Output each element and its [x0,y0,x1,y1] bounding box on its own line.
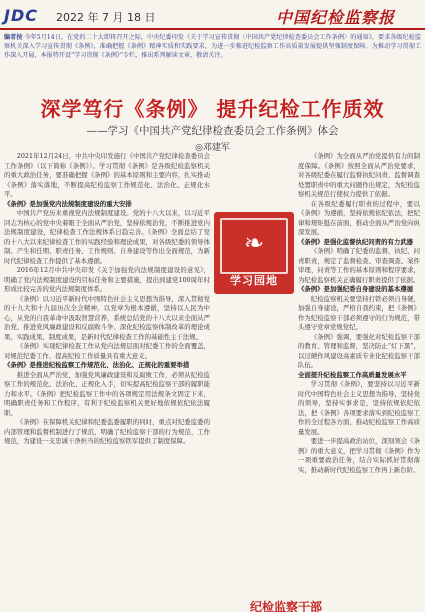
section-heading: 《条例》是强化监督执纪问责的有力武器 [298,237,414,246]
paragraph: 学习贯彻《条例》，要坚持以习近平新时代中国特色社会主义思想为指导，坚持党的领导，坚持实事求是，坚持依规依纪依法，把《条例》各项要求落实到纪检监察工作的全过程各方面，推动纪检监察工作高质量发展。 [298,380,420,436]
section-heading: 《条例》是加强党内法规制度建设的重大安排 [4,199,132,208]
article-headline: 深学笃行《条例》 提升纪检工作质效 [40,97,385,121]
paragraph: 《条例》实现纪律检查工作从党内法规层面对纪委工作的全面覆盖，对规范纪委工作、提高纪检工作质量具有重大意义。 [4,342,210,360]
paragraph: 在各级纪委履行职责的过程中，要以《条例》为遵循，坚持依规依纪依法，把纪律和规矩挺在前面，推动全面从严治党向纵深发展。 [298,199,420,236]
paragraph: 《条例》在保障机关纪律和纪委监委履职的同时，重点对纪委监委的内部管理和监督机制进行了规范，明确了纪检监察干部的行为规范、工作规范，为建设一支忠诚干净担当的纪检监察铁军提供了制度保障。 [4,418,210,445]
article-subtitle: ——学习《中国共产党纪律检查委员会工作条例》体会 [86,125,339,137]
editor-note-label: 编者按 [4,34,23,41]
paragraph: 《条例》强调，要强化对纪检监察干部的教育、管理和监督，坚决防止“灯下黑”，以过硬作风建设高素质专业化纪检监察干部队伍。 [298,332,420,369]
section-heading: 全面提升纪检监察工作高质量发展水平 [298,370,407,379]
paragraph: 《条例》以习近平新时代中国特色社会主义思想为指导，深入贯彻党的十九大和十九届历次全会精神，以党章为根本遵循，坚持以人民为中心，从党的自我革命中汲取智慧营养，系统总结党的十八大以来全面从严治党、推进党风廉政建设和反腐败斗争、深化纪检监察体制改革的理论成果、实践成果、制度成果，是新时代纪律检查工作的基础性主干法规。 [4,294,210,341]
right-column [214,152,420,475]
paragraph: 中国共产党历来重视党内法规制度建设。党的十八大以来，以习近平同志为核心的党中央着眼于全面从严治党，坚持依规治党，不断推进党内法规制度建设，纪律检查工作法规体系日趋完善。《条例》全面总结了党的十八大以来纪律检查工作的实践经验和理论成果，对各级纪委的领导体制、产生和任期、职责任务、工作规则、自身建设等作出全面规范，为新时代纪律检查工作提供了基本遵循。 [4,209,210,265]
newspaper-logo: JDC [4,6,38,25]
issue-date: 2022 年 7 月 18 日 [56,11,156,24]
next-article-teaser: 纪检监察干部 [250,600,323,612]
section-heading: 《条例》是加强纪委自身建设的基本遵循 [298,285,414,293]
book-icon: ❧ [243,229,265,257]
paragraph: 《条例》明确了纪委的监督、执纪、问责职责，规定了监督检查、审查调查、案件审理、问责等工作的基本原则和程序要求，为纪检监察机关正确履行职责提供了依据。 [298,247,420,284]
paragraph: 2016年12月中共中央印发《关于加强党内法规制度建设的意见》，明确了党内法规制度建设的目标任务和主要措施，提出到建党100周年时形成比较完善的党内法规制度体系。 [4,266,210,293]
badge-label: 学习园地 [230,274,278,287]
newspaper-brand: 中国纪检监察报 [275,8,395,27]
paragraph: 推进全面从严治党，加强党风廉政建设和反腐败工作，必须从纪检监察工作的规范化、法治化、正规化入手，切实提高纪检监察干部的履职能力和水平。《条例》把纪检监察工作中的各项规定用法规条文固定下来，明确职责任务和工作程序，有利于纪检监察机关更好地依规依纪依法履职。 [4,370,210,417]
article-author: ◎邓建军 [195,143,230,153]
editor-note-text: 今年5月14日，在党的二十大即将召开之际，中央纪委印发《关于学习宣传贯彻〈中国共产党纪律检查委员会工作条例〉的通知》，要求各级纪检监察机关深入学习宣传贯彻《条例》，准确把握《条例》精神实质和实践要求，为进一步推进纪检监察工作高质量发展提供坚强制度保障。为推动学习贯彻工作深入开展，本报特开设“学习贯彻《条例》”专栏，推出系列解读文章，敬请关注。 [4,34,421,59]
masthead [0,0,425,30]
editor-note [4,33,421,88]
paragraph: 纪检监察机关要坚持打铁必须自身硬，加强自身建设，严格自我约束，把《条例》作为纪检监察干部必须遵守的行为规范，带头遵守党章党规党纪。 [298,294,420,331]
left-column [4,152,210,447]
paragraph: 2021年12月24日，中共中央印发施行《中国共产党纪律检查委员会工作条例》（以下简称《条例》）。学习贯彻《条例》是各级纪检监察机关的重大政治任务，要准确把握《条例》的基本原则和主要内容，扎实推动《条例》落实落地，不断提高纪检监察工作规范化、法治化、正规化水平。 [4,152,210,198]
masthead-rule [0,28,425,30]
section-heading: 《条例》是推进纪检监察工作规范化、法治化、正规化的重要举措 [4,361,190,369]
paragraph: 《条例》为全面从严治党提供有力的制度保障。《条例》按照全面从严治党要求，对各级纪委在履行监督执纪问责、监督调查处置职责中的重大问题作出规定，为纪检监察机关规范行使权力提供了依据。 [298,152,420,198]
paragraph: 要进一步提高政治站位，深刻领会《条例》的重大意义，把学习贯彻《条例》作为一项重要政治任务，结合实际抓好贯彻落实，推动新时代纪检监察工作再上新台阶。 [298,437,420,474]
